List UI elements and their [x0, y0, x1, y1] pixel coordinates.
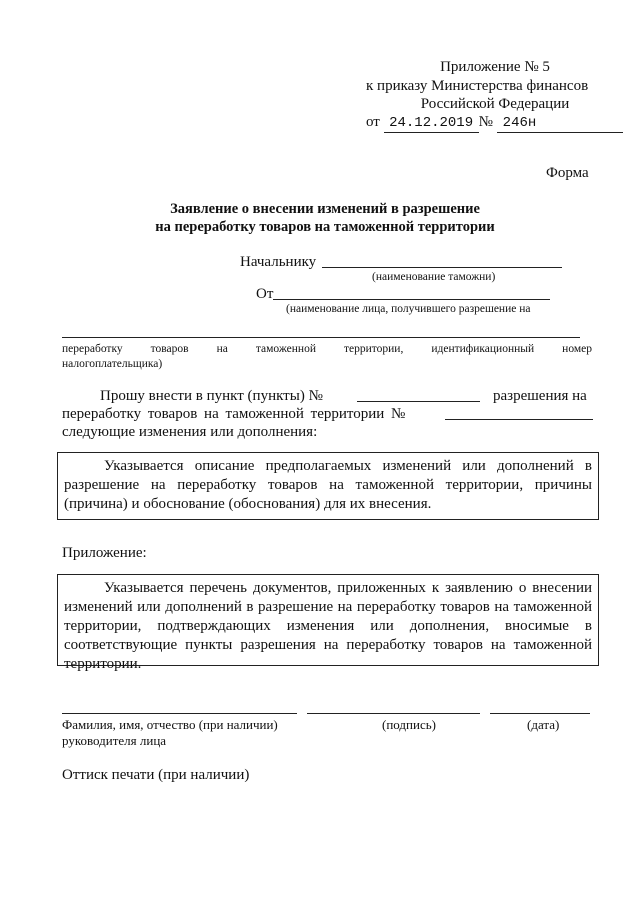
- name-hint-2: руководителя лица: [62, 733, 167, 748]
- signature-field[interactable]: [307, 713, 480, 714]
- title-line2: на переработку товаров на таможенной территории: [155, 219, 495, 235]
- stamp-label: Оттиск печати (при наличии): [62, 767, 250, 783]
- request-line3: следующие изменения или дополнения:: [62, 424, 318, 440]
- form-label: Форма: [546, 165, 589, 181]
- header-line2: к приказу Министерства финансов: [366, 78, 589, 94]
- number-prefix: №: [478, 114, 493, 130]
- header-line1: Приложение № 5: [440, 59, 550, 75]
- request-line1b: разрешения на: [493, 388, 587, 404]
- header-line3: Российской Федерации: [420, 96, 570, 112]
- from-hint-2: переработку товаров на таможенной территории, идентификационный номер: [62, 343, 592, 355]
- from-field-line2[interactable]: [62, 337, 580, 338]
- permit-number-field[interactable]: [445, 419, 593, 420]
- request-line1a: Прошу внести в пункт (пункты) №: [100, 388, 323, 404]
- item-number-field[interactable]: [357, 401, 480, 402]
- to-hint: (наименование таможни): [372, 271, 496, 283]
- changes-box[interactable]: Указывается описание предполагаемых изменений или дополнений в разрешение на переработку товаров на таможенной территории, причины (причина) и обоснование (обоснования) для их внесения.: [57, 452, 599, 520]
- to-label: Начальнику: [240, 254, 317, 270]
- date-field[interactable]: [490, 713, 590, 714]
- signature-hint: (подпись): [382, 717, 436, 732]
- to-field[interactable]: [322, 267, 562, 268]
- name-field[interactable]: [62, 713, 297, 714]
- document-title: [60, 200, 590, 236]
- from-label: От: [256, 286, 274, 302]
- title-line1: Заявление о внесении изменений в разрешение: [170, 201, 480, 217]
- from-hint-3: налогоплательщика): [62, 358, 163, 370]
- order-number: 246н: [497, 114, 623, 133]
- date-prefix: от: [366, 114, 380, 130]
- attachment-label: Приложение:: [62, 545, 147, 561]
- request-line2: переработку товаров на таможенной территории №: [62, 406, 406, 422]
- date-hint: (дата): [527, 717, 560, 732]
- attachment-box[interactable]: Указывается перечень документов, приложенных к заявлению о внесении изменений или дополнений в разрешение на переработку товаров на таможенной территории, подтверждающих изменения или дополнения, вносимые в соответствующие пункты разрешения на переработку товаров на таможенной территории.: [57, 574, 599, 666]
- name-hint-1: Фамилия, имя, отчество (при наличии): [62, 717, 278, 732]
- order-date: 24.12.2019: [384, 114, 479, 133]
- order-date-line: [366, 113, 623, 133]
- from-field[interactable]: [273, 299, 550, 300]
- from-hint-1: (наименование лица, получившего разрешение на: [286, 303, 531, 315]
